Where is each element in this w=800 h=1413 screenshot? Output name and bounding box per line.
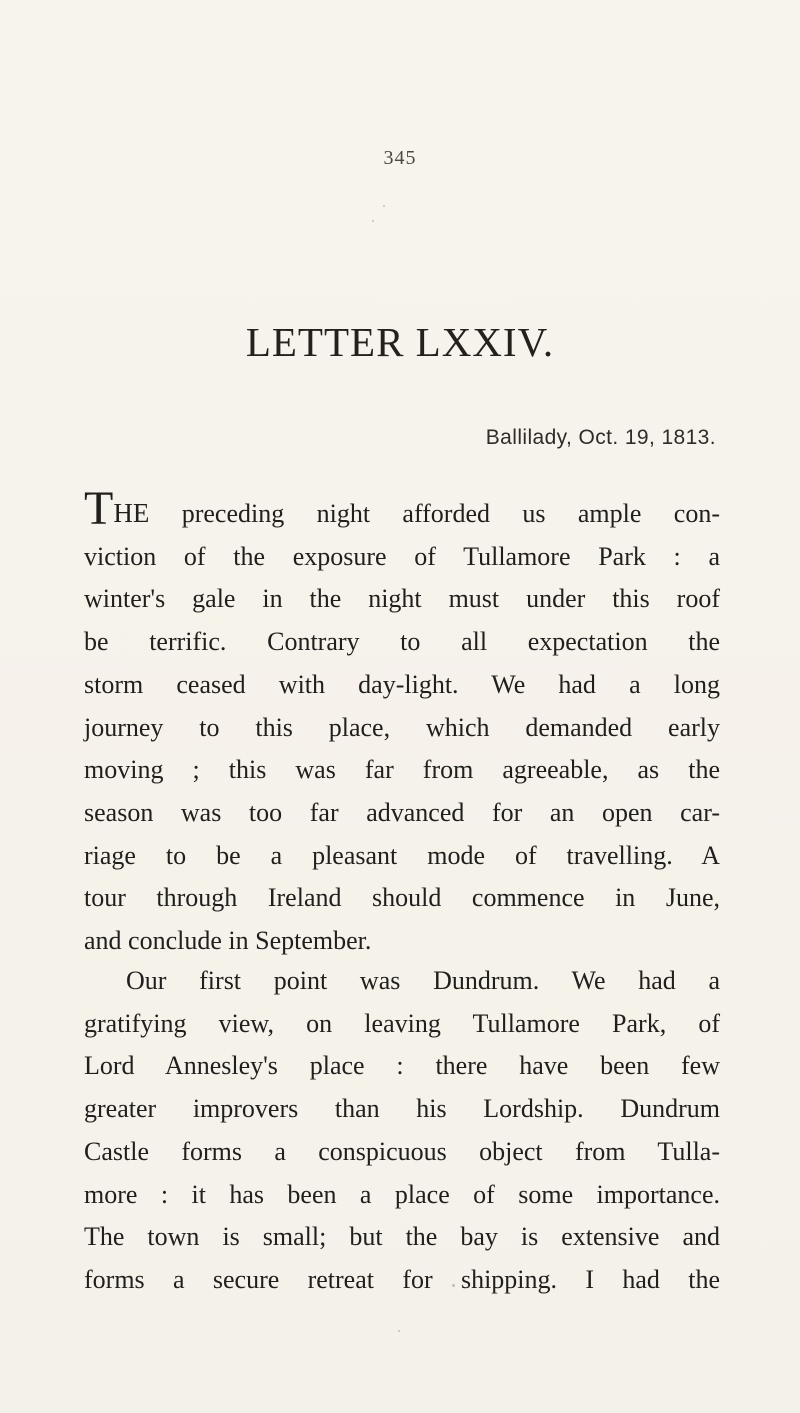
paragraph-one-line-4: be terrific. Contrary to all expectation the <box>84 627 720 657</box>
paragraph-one <box>84 482 720 963</box>
paragraph-one-line-2: viction of the exposure of Tullamore Park : a <box>84 541 720 571</box>
paragraph-one-line-11: and conclude in September. <box>84 926 372 956</box>
paragraph-two-line-8: forms a secure retreat for shipping. I had the <box>84 1264 720 1294</box>
paragraph-two-line-7: The town is small; but the bay is extensive and <box>84 1222 720 1252</box>
paragraph-two-line-3: Lord Annesley's place : there have been few <box>84 1051 720 1081</box>
letter-title: LETTER LXXIV. <box>245 319 555 365</box>
paragraph-two <box>84 960 720 1302</box>
paper-speck <box>383 205 385 207</box>
paragraph-one-line-3: winter's gale in the night must under this roof <box>84 584 720 614</box>
opening-small-caps: HE <box>113 498 150 528</box>
paragraph-two-line-1: Our first point was Dundrum. We had a <box>126 966 720 995</box>
paragraph-two-line-4: greater improvers than his Lordship. Dundrum <box>84 1094 720 1124</box>
paper-speck <box>372 220 374 222</box>
paragraph-one-line-1 <box>84 482 720 536</box>
paragraph-two-line-2: gratifying view, on leaving Tullamore Park, of <box>84 1008 720 1038</box>
paragraph-one-line-5: storm ceased with day-light. We had a long <box>84 669 720 699</box>
paragraph-one-line-10: tour through Ireland should commence in June, <box>84 883 720 913</box>
paragraph-one-line-9: riage to be a pleasant mode of travelling. A <box>84 840 720 870</box>
paragraph-two-line-5: Castle forms a conspicuous object from Tulla- <box>84 1136 720 1166</box>
paragraph-one-line-6: journey to this place, which demanded early <box>84 712 720 742</box>
paper-speck <box>398 1330 400 1332</box>
paragraph-one-line-7: moving ; this was far from agreeable, as the <box>84 755 720 785</box>
page-number: 345 <box>383 147 417 169</box>
drop-cap: T <box>84 482 114 535</box>
dateline: Ballilady, Oct. 19, 1813. <box>485 426 716 449</box>
paragraph-one-line-8: season was too far advanced for an open car- <box>84 797 720 827</box>
paragraph-two-line-6: more : it has been a place of some importance. <box>84 1179 720 1209</box>
line-text: preceding night afforded us ample con- <box>149 499 720 528</box>
